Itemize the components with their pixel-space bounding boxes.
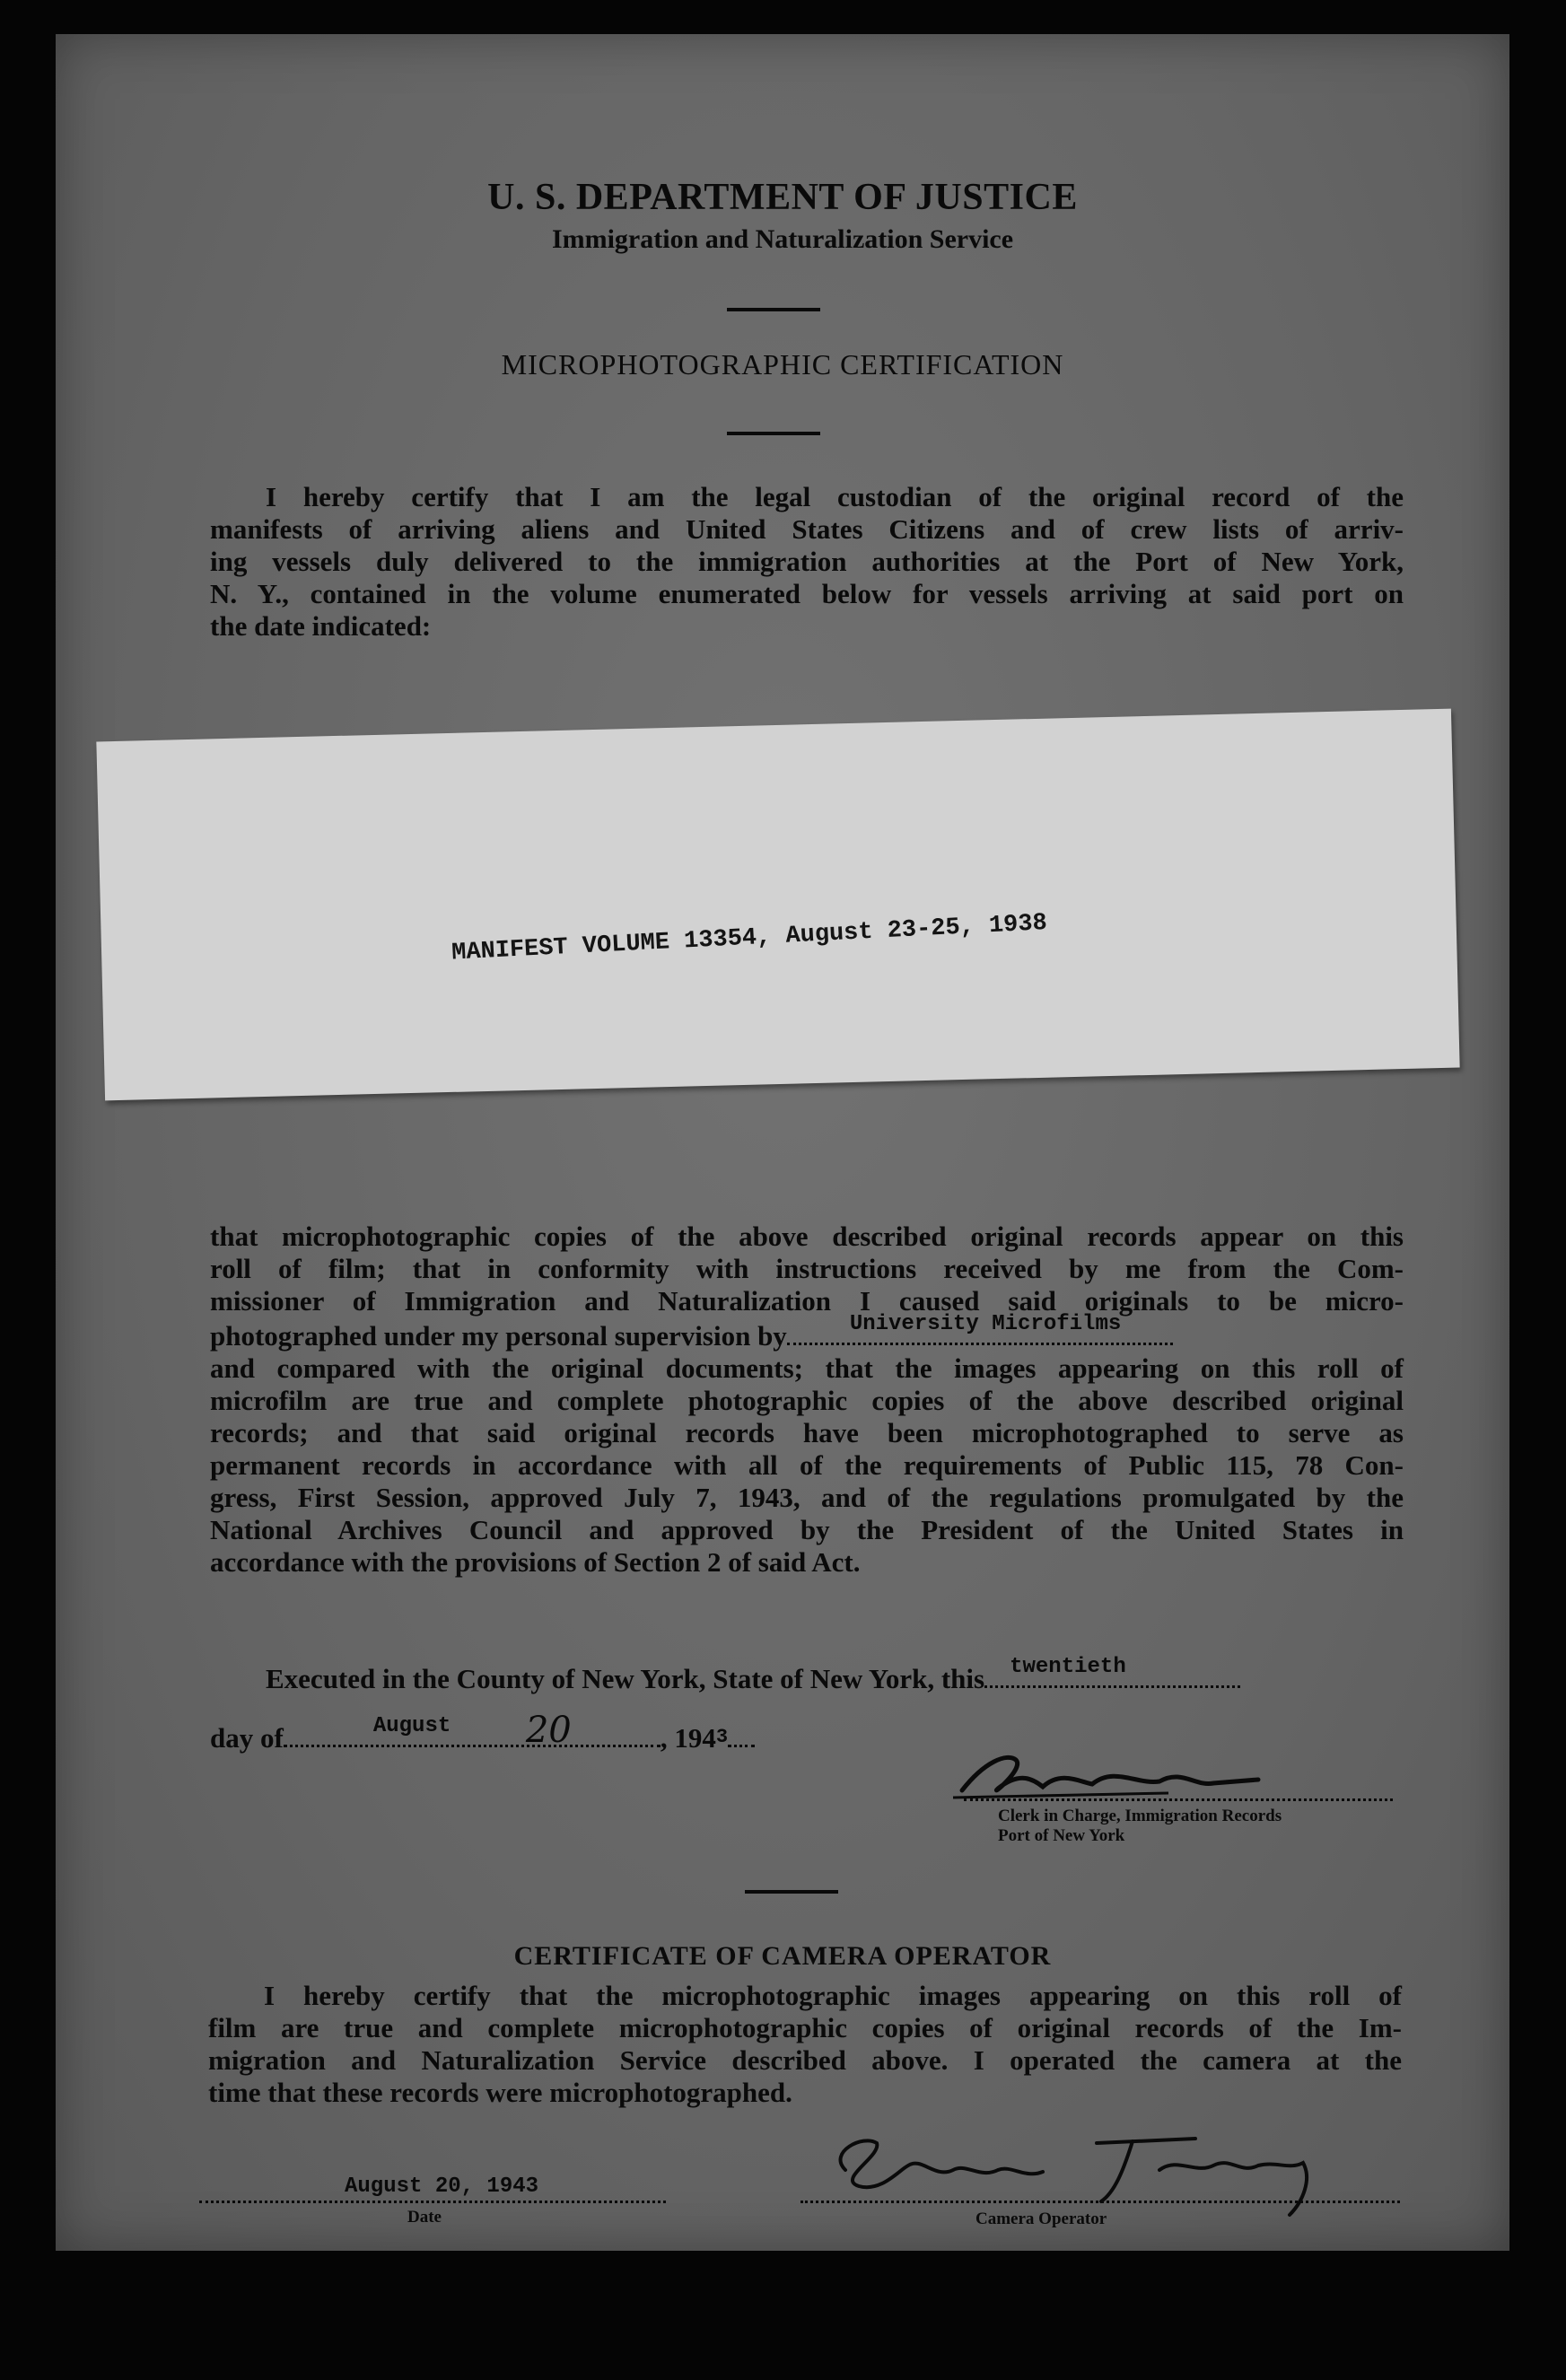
manifest-slip: [96, 709, 1459, 1101]
month-field: [284, 1710, 661, 1751]
body-line: gress, First Session, approved July 7, 1943, and of the regulations promulgated by the: [210, 1482, 1404, 1513]
date-label: Date: [407, 2208, 442, 2227]
clerk-signature-line: [964, 1798, 1393, 1801]
clerk-title: [998, 1807, 1282, 1846]
manifest-volume-text: MANIFEST VOLUME 13354, August 23-25, 1938: [451, 910, 1048, 967]
document-sheet: [56, 34, 1509, 2251]
day-of-line: [210, 1710, 928, 1754]
intro-paragraph: [210, 481, 1404, 643]
date-field: [199, 2172, 666, 2203]
camera-operator-heading: CERTIFICATE OF CAMERA OPERATOR: [513, 1941, 1052, 1971]
divider-rule: [727, 432, 820, 435]
operator-label: Camera Operator: [975, 2209, 1107, 2228]
handwritten-day: 20: [525, 1710, 572, 1751]
body-line: National Archives Council and approved by the President of the United States in: [210, 1514, 1404, 1545]
department-heading: U. S. DEPARTMENT OF JUSTICE: [487, 177, 1078, 218]
body-paragraph: [210, 1221, 1404, 1579]
supervision-value: University Microfilms: [849, 1312, 1122, 1336]
clerk-title-line1: Clerk in Charge, Immigration Records: [998, 1807, 1282, 1825]
divider-rule: [745, 1890, 838, 1894]
certification-title: MICROPHOTOGRAPHIC CERTIFICATION: [501, 348, 1064, 381]
body-line: records; and that said original records have been microphotographed to serve as: [210, 1417, 1404, 1448]
intro-line: manifests of arriving aliens and United States Citizens and of crew lists of arriv-: [210, 513, 1404, 545]
operator-line: I hereby certify that the microphotographic images appearing on this roll of: [264, 1980, 1402, 2011]
operator-line: time that these records were microphotographed.: [208, 2077, 792, 2108]
operator-line: migration and Naturalization Service described above. I operated the camera at the: [208, 2044, 1402, 2076]
executed-prefix: Executed in the County of New York, State of New York, this: [266, 1663, 985, 1694]
body-line: that microphotographic copies of the above described original records appear on this: [210, 1221, 1404, 1252]
supervision-field: [787, 1312, 1173, 1345]
supervision-prefix: photographed under my personal supervision by: [210, 1320, 787, 1352]
year-dots: [728, 1723, 755, 1747]
body-line: accordance with the provisions of Section 2 of said Act.: [210, 1546, 861, 1578]
service-subheading: Immigration and Naturalization Service: [551, 224, 1014, 254]
body-line: and compared with the original documents; that the images appearing on this roll of: [210, 1352, 1404, 1384]
operator-line: film are true and complete microphotographic copies of original records of the Im-: [208, 2012, 1402, 2043]
clerk-signature-graphic: [899, 1744, 1402, 1807]
body-line: microfilm are true and complete photographic copies of the above described original: [210, 1385, 1404, 1416]
intro-line: the date indicated:: [210, 610, 432, 642]
executed-day-field: [984, 1655, 1240, 1688]
body-line: roll of film; that in conformity with instructions received by me from the Com-: [210, 1253, 1404, 1284]
clerk-title-line2: Port of New York: [998, 1826, 1125, 1845]
executed-line: [266, 1655, 1405, 1695]
intro-line: ing vessels duly delivered to the immigration authorities at the Port of New York,: [210, 546, 1404, 577]
day-of-label: day of: [210, 1722, 284, 1754]
clerk-signature-area: [899, 1744, 1402, 1798]
body-line: missioner of Immigration and Naturalization I caused said originals to be micro-: [210, 1285, 1404, 1317]
year-prefix: , 194: [660, 1722, 716, 1754]
year-suffix: 3: [715, 1726, 729, 1748]
supervision-line: [210, 1312, 1404, 1352]
intro-line: I hereby certify that I am the legal custodian of the original record of the: [266, 481, 1404, 512]
intro-line: N. Y., contained in the volume enumerated below for vessels arriving at said port on: [210, 578, 1404, 609]
operator-signature-graphic: [774, 2116, 1402, 2224]
date-value: August 20, 1943: [345, 2174, 539, 2199]
executed-day-value: twentieth: [1010, 1655, 1126, 1679]
divider-rule: [727, 308, 820, 311]
month-value: August: [372, 1714, 451, 1738]
camera-operator-paragraph: [208, 1980, 1402, 2109]
body-line: permanent records in accordance with all of the requirements of Public 115, 78 Con-: [210, 1449, 1404, 1481]
operator-signature-line: [800, 2201, 1400, 2203]
